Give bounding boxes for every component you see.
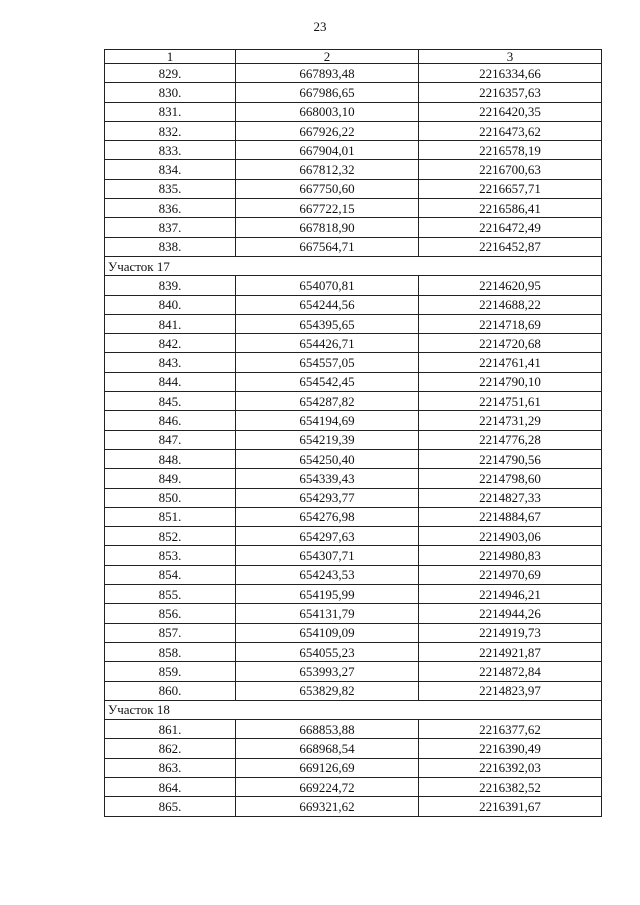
table-row [105, 218, 602, 237]
table-row [105, 585, 602, 604]
x-coordinate-cell: 667750,60 [236, 179, 419, 198]
table-row [105, 623, 602, 642]
table-row [105, 372, 602, 391]
x-coordinate-cell: 654243,53 [236, 565, 419, 584]
table-row [105, 83, 602, 102]
point-number-cell: 841. [105, 314, 236, 333]
table-row [105, 642, 602, 661]
y-coordinate-cell: 2216334,66 [419, 64, 602, 83]
point-number-cell: 840. [105, 295, 236, 314]
table-row [105, 488, 602, 507]
section-row [105, 256, 602, 275]
x-coordinate-cell: 669224,72 [236, 777, 419, 796]
y-coordinate-cell: 2216657,71 [419, 179, 602, 198]
table-row [105, 469, 602, 488]
table-row [105, 314, 602, 333]
table-row [105, 102, 602, 121]
point-number-cell: 833. [105, 141, 236, 160]
table-row [105, 334, 602, 353]
x-coordinate-cell: 667986,65 [236, 83, 419, 102]
y-coordinate-cell: 2216382,52 [419, 777, 602, 796]
y-coordinate-cell: 2214790,10 [419, 372, 602, 391]
point-number-cell: 844. [105, 372, 236, 391]
point-number-cell: 835. [105, 179, 236, 198]
table-row [105, 179, 602, 198]
point-number-cell: 851. [105, 507, 236, 526]
y-coordinate-cell: 2214823,97 [419, 681, 602, 700]
point-number-cell: 861. [105, 720, 236, 739]
table-row [105, 662, 602, 681]
y-coordinate-cell: 2214720,68 [419, 334, 602, 353]
point-number-cell: 859. [105, 662, 236, 681]
x-coordinate-cell: 667926,22 [236, 121, 419, 140]
y-coordinate-cell: 2214776,28 [419, 430, 602, 449]
point-number-cell: 838. [105, 237, 236, 256]
table-row [105, 121, 602, 140]
point-number-cell: 854. [105, 565, 236, 584]
x-coordinate-cell: 654070,81 [236, 276, 419, 295]
table-row [105, 758, 602, 777]
point-number-cell: 843. [105, 353, 236, 372]
y-coordinate-cell: 2214718,69 [419, 314, 602, 333]
y-coordinate-cell: 2216392,03 [419, 758, 602, 777]
point-number-cell: 832. [105, 121, 236, 140]
x-coordinate-cell: 654109,09 [236, 623, 419, 642]
point-number-cell: 830. [105, 83, 236, 102]
x-coordinate-cell: 654055,23 [236, 642, 419, 661]
table-row [105, 141, 602, 160]
point-number-cell: 855. [105, 585, 236, 604]
y-coordinate-cell: 2216578,19 [419, 141, 602, 160]
point-number-cell: 852. [105, 527, 236, 546]
table-row [105, 777, 602, 796]
point-number-cell: 848. [105, 449, 236, 468]
y-coordinate-cell: 2214946,21 [419, 585, 602, 604]
table-row [105, 565, 602, 584]
point-number-cell: 842. [105, 334, 236, 353]
table-header-row [105, 50, 602, 64]
x-coordinate-cell: 654219,39 [236, 430, 419, 449]
y-coordinate-cell: 2216377,62 [419, 720, 602, 739]
table-row [105, 604, 602, 623]
y-coordinate-cell: 2216391,67 [419, 797, 602, 816]
y-coordinate-cell: 2216586,41 [419, 199, 602, 218]
point-number-cell: 845. [105, 392, 236, 411]
point-number-cell: 864. [105, 777, 236, 796]
point-number-cell: 834. [105, 160, 236, 179]
y-coordinate-cell: 2216472,49 [419, 218, 602, 237]
table-row [105, 546, 602, 565]
table-row [105, 507, 602, 526]
point-number-cell: 862. [105, 739, 236, 758]
table-row [105, 160, 602, 179]
table-row [105, 237, 602, 256]
point-number-cell: 837. [105, 218, 236, 237]
y-coordinate-cell: 2216452,87 [419, 237, 602, 256]
point-number-cell: 839. [105, 276, 236, 295]
section-row [105, 700, 602, 719]
y-coordinate-cell: 2214872,84 [419, 662, 602, 681]
table-row [105, 276, 602, 295]
point-number-cell: 865. [105, 797, 236, 816]
table-row [105, 411, 602, 430]
table-row [105, 720, 602, 739]
x-coordinate-cell: 669321,62 [236, 797, 419, 816]
x-coordinate-cell: 654557,05 [236, 353, 419, 372]
point-number-cell: 829. [105, 64, 236, 83]
table-row [105, 527, 602, 546]
point-number-cell: 853. [105, 546, 236, 565]
y-coordinate-cell: 2214921,87 [419, 642, 602, 661]
x-coordinate-cell: 653829,82 [236, 681, 419, 700]
x-coordinate-cell: 654244,56 [236, 295, 419, 314]
table-row [105, 295, 602, 314]
x-coordinate-cell: 654395,65 [236, 314, 419, 333]
y-coordinate-cell: 2214919,73 [419, 623, 602, 642]
section-title: Участок 18 [105, 700, 602, 719]
x-coordinate-cell: 667893,48 [236, 64, 419, 83]
table-row [105, 797, 602, 816]
point-number-cell: 846. [105, 411, 236, 430]
point-number-cell: 850. [105, 488, 236, 507]
table-row [105, 449, 602, 468]
point-number-cell: 831. [105, 102, 236, 121]
point-number-cell: 863. [105, 758, 236, 777]
y-coordinate-cell: 2214970,69 [419, 565, 602, 584]
y-coordinate-cell: 2214903,06 [419, 527, 602, 546]
x-coordinate-cell: 654131,79 [236, 604, 419, 623]
y-coordinate-cell: 2214798,60 [419, 469, 602, 488]
point-number-cell: 847. [105, 430, 236, 449]
y-coordinate-cell: 2214688,22 [419, 295, 602, 314]
x-coordinate-cell: 668003,10 [236, 102, 419, 121]
column-header-1: 1 [105, 50, 236, 64]
x-coordinate-cell: 654287,82 [236, 392, 419, 411]
x-coordinate-cell: 654542,45 [236, 372, 419, 391]
table-row [105, 430, 602, 449]
table-row [105, 64, 602, 83]
x-coordinate-cell: 668968,54 [236, 739, 419, 758]
y-coordinate-cell: 2214980,83 [419, 546, 602, 565]
point-number-cell: 856. [105, 604, 236, 623]
y-coordinate-cell: 2214620,95 [419, 276, 602, 295]
x-coordinate-cell: 654426,71 [236, 334, 419, 353]
coordinates-table [104, 49, 602, 817]
y-coordinate-cell: 2216420,35 [419, 102, 602, 121]
section-title: Участок 17 [105, 256, 602, 275]
y-coordinate-cell: 2216357,63 [419, 83, 602, 102]
point-number-cell: 858. [105, 642, 236, 661]
x-coordinate-cell: 654293,77 [236, 488, 419, 507]
y-coordinate-cell: 2216473,62 [419, 121, 602, 140]
x-coordinate-cell: 667904,01 [236, 141, 419, 160]
x-coordinate-cell: 667812,32 [236, 160, 419, 179]
x-coordinate-cell: 654195,99 [236, 585, 419, 604]
x-coordinate-cell: 667722,15 [236, 199, 419, 218]
y-coordinate-cell: 2214944,26 [419, 604, 602, 623]
column-header-3: 3 [419, 50, 602, 64]
x-coordinate-cell: 654297,63 [236, 527, 419, 546]
x-coordinate-cell: 654307,71 [236, 546, 419, 565]
column-header-2: 2 [236, 50, 419, 64]
x-coordinate-cell: 667564,71 [236, 237, 419, 256]
y-coordinate-cell: 2214790,56 [419, 449, 602, 468]
y-coordinate-cell: 2214827,33 [419, 488, 602, 507]
y-coordinate-cell: 2214751,61 [419, 392, 602, 411]
table-row [105, 681, 602, 700]
table-row [105, 739, 602, 758]
x-coordinate-cell: 654250,40 [236, 449, 419, 468]
table-row [105, 353, 602, 372]
x-coordinate-cell: 667818,90 [236, 218, 419, 237]
table-body [105, 64, 602, 817]
x-coordinate-cell: 654194,69 [236, 411, 419, 430]
point-number-cell: 849. [105, 469, 236, 488]
y-coordinate-cell: 2214884,67 [419, 507, 602, 526]
x-coordinate-cell: 654276,98 [236, 507, 419, 526]
page-number: 23 [313, 19, 327, 34]
y-coordinate-cell: 2214731,29 [419, 411, 602, 430]
point-number-cell: 857. [105, 623, 236, 642]
x-coordinate-cell: 654339,43 [236, 469, 419, 488]
y-coordinate-cell: 2216390,49 [419, 739, 602, 758]
x-coordinate-cell: 653993,27 [236, 662, 419, 681]
table-row [105, 392, 602, 411]
table-row [105, 199, 602, 218]
x-coordinate-cell: 668853,88 [236, 720, 419, 739]
point-number-cell: 836. [105, 199, 236, 218]
y-coordinate-cell: 2214761,41 [419, 353, 602, 372]
x-coordinate-cell: 669126,69 [236, 758, 419, 777]
point-number-cell: 860. [105, 681, 236, 700]
y-coordinate-cell: 2216700,63 [419, 160, 602, 179]
